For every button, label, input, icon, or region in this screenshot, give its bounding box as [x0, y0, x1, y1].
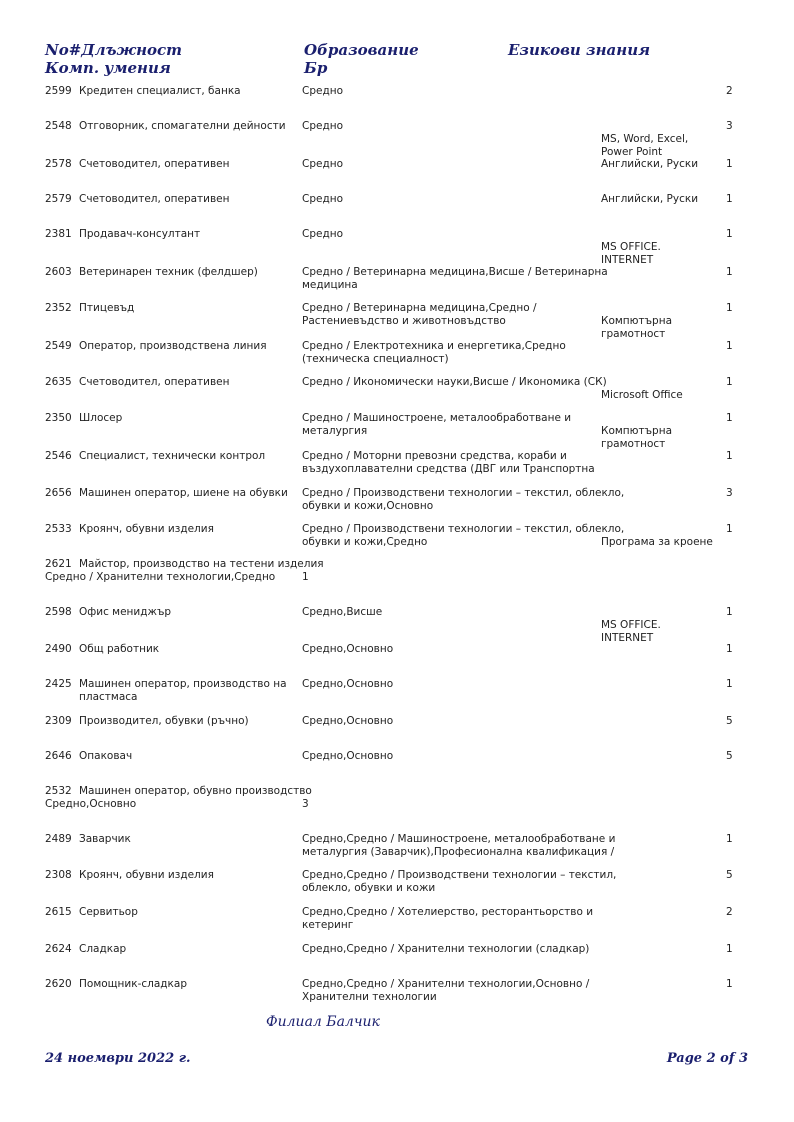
- row-position: Оператор, производствена линия: [79, 340, 267, 352]
- row-number: 2309: [45, 715, 72, 727]
- row-position: Птицевъд: [79, 302, 135, 314]
- row-count: 1: [726, 228, 733, 240]
- row-number: 2425: [45, 678, 72, 690]
- row-skills: Компютърна грамотност: [601, 425, 673, 450]
- row-education: Средно / Производствени технологии – текстил, облекло, обувки и кожи,Средно: [302, 523, 625, 548]
- row-number: 2548: [45, 120, 72, 132]
- row-skills: Microsoft Office: [601, 389, 683, 401]
- row-count: 1: [726, 833, 733, 845]
- row-position: Сладкар: [79, 943, 127, 955]
- row-number: 2308: [45, 869, 72, 881]
- row-education: Средно / Електротехника и енергетика,Средно (техническа специалност): [302, 340, 566, 365]
- row-count: 5: [726, 869, 733, 881]
- row-number: 2598: [45, 606, 72, 618]
- row-count: 1: [726, 943, 733, 955]
- header-position: No#Длъжност: [45, 41, 183, 59]
- row-position: Заварчик: [79, 833, 131, 845]
- row-education: Средно: [302, 85, 344, 97]
- row-count: 1: [726, 302, 733, 314]
- row-skills: Компютърна грамотност: [601, 315, 673, 340]
- row-number: 2599: [45, 85, 72, 97]
- row-education: Средно,Средно / Машиностроене, металообработване и металургия (Заварчик),Професионална квалификация /: [302, 833, 616, 858]
- row-number: 2603: [45, 266, 72, 278]
- row-position: Производител, обувки (ръчно): [79, 715, 249, 727]
- row-number: 2532: [45, 785, 72, 797]
- row-education: Средно / Ветеринарна медицина,Висше / Ветеринарна медицина: [302, 266, 608, 291]
- footer-date: 24 ноември 2022 г.: [45, 1051, 191, 1066]
- row-languages: Английски, Руски: [601, 193, 699, 205]
- row-education: Средно,Средно / Хранителни технологии (сладкар): [302, 943, 590, 955]
- row-number: 2578: [45, 158, 72, 170]
- row-count: 1: [726, 678, 733, 690]
- row-education: Средно,Висше: [302, 606, 383, 618]
- header-computer-skills: Комп. умения: [45, 59, 171, 77]
- row-count: 3: [302, 798, 309, 810]
- row-count: 1: [726, 643, 733, 655]
- row-position: Машинен оператор, производство на пластмаса: [79, 678, 287, 703]
- row-education: Средно,Основно: [302, 715, 394, 727]
- row-number: 2490: [45, 643, 72, 655]
- row-count: 1: [726, 412, 733, 424]
- row-education: Средно / Ветеринарна медицина,Средно / Растениевъдство и животновъдство: [302, 302, 537, 327]
- row-education: Средно,Основно: [302, 750, 394, 762]
- row-number: 2381: [45, 228, 72, 240]
- row-number: 2533: [45, 523, 72, 535]
- row-position: Майстор, производство на тестени изделия: [79, 558, 324, 570]
- row-position: Офис мениджър: [79, 606, 172, 618]
- row-education: Средно,Средно / Хранителни технологии,Основно / Хранителни технологии: [302, 978, 590, 1003]
- row-position: Продавач-консултант: [79, 228, 201, 240]
- row-position: Сервитьор: [79, 906, 138, 918]
- row-position: Счетоводител, оперативен: [79, 376, 230, 388]
- row-position: Счетоводител, оперативен: [79, 158, 230, 170]
- row-position: Машинен оператор, шиене на обувки: [79, 487, 288, 499]
- row-languages: Английски, Руски: [601, 158, 699, 170]
- header-education: Образование: [304, 41, 419, 59]
- row-number: 2635: [45, 376, 72, 388]
- row-number: 2624: [45, 943, 72, 955]
- row-number: 2352: [45, 302, 72, 314]
- row-position: Машинен оператор, обувно производство: [79, 785, 312, 797]
- row-count: 1: [726, 193, 733, 205]
- row-count: 1: [726, 978, 733, 990]
- row-count: 1: [726, 450, 733, 462]
- row-number: 2621: [45, 558, 72, 570]
- row-position: Специалист, технически контрол: [79, 450, 266, 462]
- row-count: 1: [726, 523, 733, 535]
- row-skills: Програма за кроене: [601, 536, 713, 548]
- header-languages: Езикови знания: [508, 41, 651, 59]
- row-number: 2656: [45, 487, 72, 499]
- row-position: Опаковач: [79, 750, 133, 762]
- row-number: 2549: [45, 340, 72, 352]
- row-education: Средно,Основно: [45, 798, 137, 810]
- row-skills: MS OFFICE. INTERNET: [601, 241, 661, 266]
- row-education: Средно,Средно / Хотелиерство, ресторантьорство и кетеринг: [302, 906, 594, 931]
- row-position: Отговорник, спомагателни дейности: [79, 120, 286, 132]
- row-count: 1: [726, 376, 733, 388]
- row-count: 2: [726, 85, 733, 97]
- row-skills: MS OFFICE. INTERNET: [601, 619, 661, 644]
- row-education: Средно / Икономически науки,Висше / Икономика (СК): [302, 376, 607, 388]
- row-position: Кредитен специалист, банка: [79, 85, 241, 97]
- row-number: 2489: [45, 833, 72, 845]
- row-number: 2620: [45, 978, 72, 990]
- row-education: Средно,Средно / Производствени технологии – текстил, облекло, обувки и кожи: [302, 869, 617, 894]
- row-skills: MS, Word, Excel, Power Point: [601, 133, 689, 158]
- row-education: Средно,Основно: [302, 678, 394, 690]
- row-count: 1: [726, 606, 733, 618]
- row-position: Кроянч, обувни изделия: [79, 869, 214, 881]
- row-count: 1: [302, 571, 309, 583]
- row-number: 2615: [45, 906, 72, 918]
- row-number: 2579: [45, 193, 72, 205]
- row-position: Кроянч, обувни изделия: [79, 523, 214, 535]
- row-education: Средно: [302, 120, 344, 132]
- row-count: 3: [726, 487, 733, 499]
- row-education: Средно / Производствени технологии – текстил, облекло, обувки и кожи,Основно: [302, 487, 625, 512]
- row-position: Общ работник: [79, 643, 160, 655]
- row-education: Средно / Хранителни технологии,Средно: [45, 571, 276, 583]
- row-count: 3: [726, 120, 733, 132]
- row-count: 1: [726, 340, 733, 352]
- row-education: Средно: [302, 193, 344, 205]
- row-education: Средно,Основно: [302, 643, 394, 655]
- row-education: Средно / Моторни превозни средства, кораби и въздухоплавателни средства (ДВГ или Транспортна: [302, 450, 595, 475]
- row-position: Помощник-сладкар: [79, 978, 187, 990]
- row-position: Ветеринарен техник (фелдшер): [79, 266, 258, 278]
- row-number: 2646: [45, 750, 72, 762]
- row-count: 1: [726, 266, 733, 278]
- row-education: Средно: [302, 228, 344, 240]
- row-count: 5: [726, 715, 733, 727]
- row-number: 2546: [45, 450, 72, 462]
- row-education: Средно: [302, 158, 344, 170]
- header-count: Бр: [304, 59, 328, 77]
- row-position: Счетоводител, оперативен: [79, 193, 230, 205]
- branch-name: Филиал Балчик: [266, 1014, 380, 1030]
- row-count: 5: [726, 750, 733, 762]
- row-count: 2: [726, 906, 733, 918]
- row-position: Шлосер: [79, 412, 123, 424]
- page-number: Page 2 of 3: [666, 1051, 748, 1066]
- row-count: 1: [726, 158, 733, 170]
- row-number: 2350: [45, 412, 72, 424]
- row-education: Средно / Машиностроене, металообработване и металургия: [302, 412, 572, 437]
